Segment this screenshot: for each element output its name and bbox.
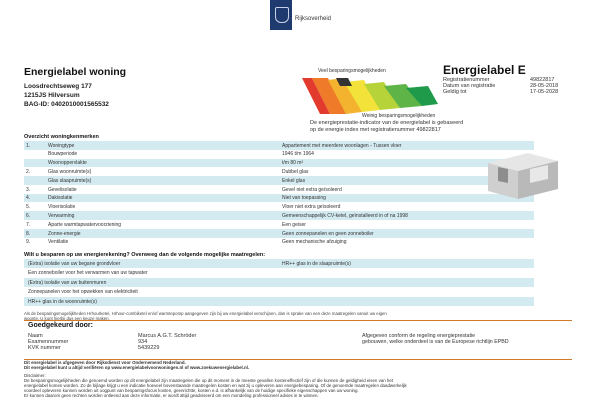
overview-heading: Overzicht woningkenmerken <box>24 134 99 140</box>
measure-left: Zonnepanelen voor het opwekken van elektriciteit <box>28 289 138 296</box>
disclaimer-line: De besparingsmogelijkheden die genoemd worden op dit energielabel zijn maatregelen die op dit moment in de meeste gevallen kosteneffectief zijn of die kunnen de geldigheid eisen van het <box>24 378 393 383</box>
approval-heading: Goedgekeurd door: <box>28 322 93 329</box>
table-row <box>24 238 534 247</box>
disclaimer-line: Er kunnen daarom geen rechten worden ontleend aan deze informatie, er wordt altijd geadviseerd om een mondeling professioneel advies in te winnen. <box>24 393 319 398</box>
row-value: Dubbel glas <box>282 168 309 175</box>
meta-value: 17-05-2028 <box>530 89 559 95</box>
table-row <box>24 141 534 150</box>
table-row <box>24 150 534 159</box>
savings-note: woonte. U kunt hierbij dus een keuze maken. <box>24 316 110 321</box>
row-value: Een geiser <box>282 221 306 228</box>
meta-key: Datum van registratie <box>443 83 496 89</box>
approval-value: Marcus A.G.T. Schröder <box>138 333 197 339</box>
table-row <box>24 229 534 238</box>
meta-key: Registratienummer <box>443 77 490 83</box>
row-label: Glas woonruimte(s) <box>48 168 92 175</box>
bag-id: BAG-ID: 0402010001565532 <box>24 101 109 108</box>
list-item <box>24 288 534 297</box>
table-row <box>24 194 534 203</box>
row-value: Geen zonnepanelen en geen zonneboiler <box>282 230 374 237</box>
list-item <box>24 259 534 268</box>
chart-bottom-label: Weinig besparingsmogelijkheden <box>362 113 436 119</box>
address-city: 1215JS Hilversum <box>24 92 80 99</box>
row-number: 9. <box>26 239 31 246</box>
disclaimer-line: voordeel opleveren kunnen worden uit oogpunt van besparingsfocus kosten, geenrichtte, kosten e.d. is afhankelijk van de huidige specifieke eigenschappen van uw woning. <box>24 388 359 393</box>
disclaimer-line: energielabel komen worden. Zo de bijlage krijgt u een indicatie hoeveel bovenstaande maatregelen kosten en wat zij u opleveren aan energiebesparing. Of de genoemde maatregelen daadwerkelijk <box>24 383 407 388</box>
table-row <box>24 176 534 185</box>
meta-value: 28-05-2018 <box>530 83 559 89</box>
chart-top-label: Veel besparingsmogelijkheden <box>318 68 386 74</box>
address-street: Loosdrechtseweg 177 <box>24 83 92 90</box>
row-number: 3. <box>26 186 31 193</box>
meta-value: 49822817 <box>530 77 555 83</box>
measure-right: HR++ glas in de slaapruimte(s) <box>282 260 351 267</box>
row-value: 1946 t/m 1964 <box>282 151 314 158</box>
approval-value: 5439229 <box>138 345 160 351</box>
row-number: 7. <box>26 221 31 228</box>
building-3d-icon <box>478 143 568 203</box>
chart-explanation: De energieprestatie-indicator van de energielabel is gebaseerd <box>310 120 464 126</box>
disclaimer-title: Disclaimer: <box>24 373 46 378</box>
row-value: Niet van toepassing <box>282 195 326 202</box>
approval-key: Examennummer <box>28 339 69 345</box>
row-value: Gevel niet extra geïsoleerd <box>282 186 342 193</box>
approval-statement: gebouwen, welke onderdeel is van de Europese richtlijn EPBD <box>362 339 509 345</box>
footer-line: Dit energielabel is afgegeven door Rijksdienst voor Ondernemend Nederland. <box>24 360 186 365</box>
measure-left: (Extra) isolatie van uw begane grondvloer <box>28 260 121 267</box>
row-value: Gemeenschappelijk CV-ketel, geïnstalleerd in of na 1998 <box>282 212 408 219</box>
row-label: Zonne-energie <box>48 230 81 237</box>
row-label: Gevelisolatie <box>48 186 77 193</box>
row-number: 2. <box>26 168 31 175</box>
label-heading: Energielabel E <box>443 63 526 77</box>
row-value: Enkel glas <box>282 177 306 184</box>
measure-left: (Extra) isolatie van uw buitenmuren <box>28 279 107 286</box>
table-row <box>24 185 534 194</box>
list-item <box>24 278 534 287</box>
org-name: Rijksoverheid <box>295 16 332 22</box>
row-label: Glas slaapruimte(s) <box>48 177 92 184</box>
row-number: 4. <box>26 195 31 202</box>
approval-key: Naam <box>28 333 43 339</box>
row-number: 6. <box>26 212 31 219</box>
approval-value: 934 <box>138 339 148 345</box>
row-number: 1. <box>26 142 31 149</box>
savings-heading: Wilt u besparen op uw energierekening? Overweeg dan de volgende mogelijke maatregelen: <box>24 252 266 258</box>
row-number: 8. <box>26 230 31 237</box>
page-title: Energielabel woning <box>24 66 127 78</box>
table-row <box>24 203 534 212</box>
row-number: 5. <box>26 204 31 211</box>
row-label: Vloerisolatie <box>48 204 76 211</box>
crest-emblem-icon <box>275 7 289 23</box>
list-item <box>24 269 534 278</box>
row-label: Aparte warmtapwatervoorziening <box>48 221 122 228</box>
row-label: Woonoppervlakte <box>48 160 87 167</box>
row-value: Geen mechanische afzuiging <box>282 239 347 246</box>
chart-explanation: op de energie index met registratienummer 49822817 <box>310 127 441 133</box>
row-label: Ventilatie <box>48 239 69 246</box>
row-label: Woningtype <box>48 142 75 149</box>
approval-key: KVK nummer <box>28 345 61 351</box>
row-label: Bouwperiode <box>48 151 78 158</box>
row-label: Dakisolatie <box>48 195 73 202</box>
row-label: Verwarming <box>48 212 75 219</box>
measure-left: Een zonneboiler voor het verwarmen van uw tapwater <box>28 270 148 277</box>
table-row <box>24 211 534 220</box>
table-row <box>24 167 534 176</box>
energy-label-chart <box>300 76 440 116</box>
table-row <box>24 159 534 168</box>
row-value: t/m 80 m² <box>282 160 304 167</box>
footer-line: Dit energielabel kunt u altijd verifiëren op www.energielabelvoorwoningen.nl of www.zoekuwenergielabel.nl. <box>24 365 250 370</box>
savings-note: Als de besparingsmogelijkheden Hrhourketel, Hrhour-combiketel en/of warmtepomp aangegeven zijn bij uw energielabel verschijnen, dan is sprake van een deze maatregelen vanuit uw eigen <box>24 311 387 316</box>
measure-left: HR++ glas in de woonruimte(s) <box>28 298 97 305</box>
meta-key: Geldig tot <box>443 89 467 95</box>
row-value: Vloer niet extra geïsoleerd <box>282 204 341 211</box>
row-value: Appartement met meerdere woonlagen - Tussen vloer <box>282 142 402 149</box>
approval-statement: Afgegeven conform de regeling energieprestatie <box>362 333 476 339</box>
list-item <box>24 297 534 306</box>
table-row <box>24 220 534 229</box>
